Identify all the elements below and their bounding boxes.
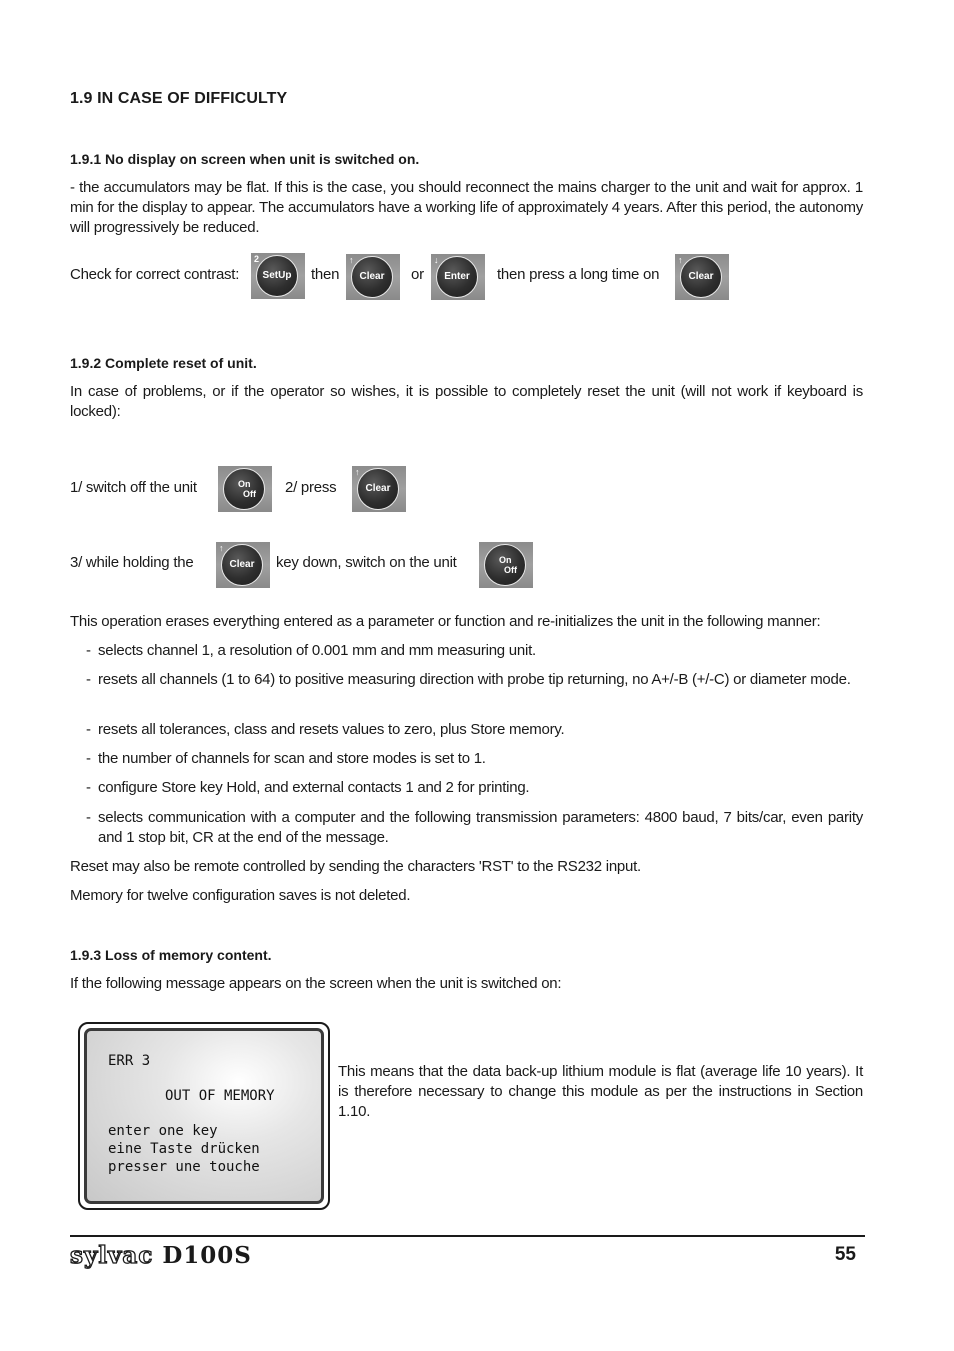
clear-key-label: Clear xyxy=(351,256,393,298)
lcd-error-code: ERR 3 xyxy=(108,1053,151,1069)
section-title: 1.9 IN CASE OF DIFFICULTY xyxy=(70,90,288,107)
list-item-text: resets all channels (1 to 64) to positive measuring direction with probe tip returning, no A+/-B (+/-C) or diameter mode. xyxy=(98,671,851,688)
off-label: Off xyxy=(243,489,256,499)
lcd-display xyxy=(84,1028,324,1204)
lcd-prompt-en: enter one key xyxy=(108,1123,218,1139)
bullet-marker: - xyxy=(86,671,91,688)
setup-key-label: SetUp xyxy=(256,255,298,297)
list-item xyxy=(86,720,863,740)
on-off-key-icon xyxy=(218,466,272,512)
paragraph-message-intro: If the following message appears on the screen when the unit is switched on: xyxy=(70,975,562,992)
paragraph-erase-intro: This operation erases everything entered as a parameter or function and re-initializes the unit in the following manner: xyxy=(70,613,821,630)
clear-key-icon xyxy=(675,254,729,300)
list-item xyxy=(86,749,863,769)
step-2: 2/ press xyxy=(285,479,337,496)
up-arrow-icon: ↑ xyxy=(349,255,354,265)
paragraph-lithium-module: This means that the data back-up lithium module is flat (average life 10 years). It is therefore necessary to change this module as per the instructions in Section 1.10. xyxy=(338,1063,863,1120)
paragraph-reset-intro: In case of problems, or if the operator so wishes, it is possible to completely reset the unit (will not work if keyboard is locked): xyxy=(70,383,863,420)
subsection-title-1-9-2: 1.9.2 Complete reset of unit. xyxy=(70,355,257,371)
bullet-marker: - xyxy=(86,721,91,738)
off-label: Off xyxy=(504,565,517,575)
clear-key-label: Clear xyxy=(221,544,263,586)
paragraph-accumulators: - the accumulators may be flat. If this is the case, you should reconnect the mains charger to the unit and wait for approx. 1 min for the display to appear. The accumulators have a working life of approximately 4 years. After this period, the autonomy will progressively be reduced. xyxy=(70,179,863,236)
up-arrow-icon: ↑ xyxy=(219,543,224,553)
clear-key-icon xyxy=(346,254,400,300)
step-3-start: 3/ while holding the xyxy=(70,554,194,571)
clear-key-label: Clear xyxy=(357,468,399,510)
bullet-marker: - xyxy=(86,809,91,826)
enter-key-icon xyxy=(431,254,485,300)
down-arrow-icon: ↓ xyxy=(434,255,439,265)
setup-key-icon xyxy=(251,253,305,299)
on-off-key-icon xyxy=(479,542,533,588)
subsection-title-1-9-3: 1.9.3 Loss of memory content. xyxy=(70,947,272,963)
bullet-marker: - xyxy=(86,779,91,796)
list-item-text: resets all tolerances, class and resets values to zero, plus Store memory. xyxy=(98,721,565,738)
list-item xyxy=(86,641,863,661)
lcd-screen xyxy=(78,1022,330,1210)
list-item-text: selects communication with a computer and the following transmission parameters: 4800 baud, 7 bits/car, even parity and 1 stop bit, CR at the end of the message. xyxy=(98,809,863,846)
paragraph-remote-reset: Reset may also be remote controlled by sending the characters 'RST' to the RS232 input. xyxy=(70,858,641,875)
on-label: On xyxy=(499,555,512,565)
lcd-error-message: OUT OF MEMORY xyxy=(165,1088,275,1104)
clear-key-icon xyxy=(216,542,270,588)
step-1: 1/ switch off the unit xyxy=(70,479,197,496)
on-label: On xyxy=(238,479,251,489)
lcd-prompt-fr: presser une touche xyxy=(108,1159,260,1175)
or-text: or xyxy=(411,266,424,283)
footer-rule xyxy=(70,1235,865,1237)
bullet-marker: - xyxy=(86,642,91,659)
enter-key-label: Enter xyxy=(436,256,478,298)
paragraph-memory: Memory for twelve configuration saves is not deleted. xyxy=(70,887,411,904)
list-item xyxy=(86,778,863,798)
list-item xyxy=(86,808,863,848)
up-arrow-icon: ↑ xyxy=(678,255,683,265)
subsection-title-1-9-1: 1.9.1 No display on screen when unit is switched on. xyxy=(70,151,420,167)
setup-key-number: 2 xyxy=(254,254,260,264)
list-item-text: selects channel 1, a resolution of 0.001 mm and mm measuring unit. xyxy=(98,642,536,659)
brand-name: sylvac xyxy=(70,1242,154,1269)
list-item-text: configure Store key Hold, and external contacts 1 and 2 for printing. xyxy=(98,779,530,796)
list-item-text: the number of channels for scan and store modes is set to 1. xyxy=(98,750,486,767)
step-3-end: key down, switch on the unit xyxy=(276,554,457,571)
up-arrow-icon: ↑ xyxy=(355,467,360,477)
model-name: D100S xyxy=(162,1242,252,1269)
list-item xyxy=(86,670,863,710)
page-number: 55 xyxy=(834,1244,856,1265)
clear-key-label: Clear xyxy=(680,256,722,298)
clear-key-icon xyxy=(352,466,406,512)
sylvac-logo xyxy=(70,1242,252,1269)
then-text: then xyxy=(311,266,340,283)
lcd-prompt-de: eine Taste drücken xyxy=(108,1141,260,1157)
long-press-text: then press a long time on xyxy=(497,266,660,283)
bullet-marker: - xyxy=(86,750,91,767)
contrast-label: Check for correct contrast: xyxy=(70,266,240,283)
